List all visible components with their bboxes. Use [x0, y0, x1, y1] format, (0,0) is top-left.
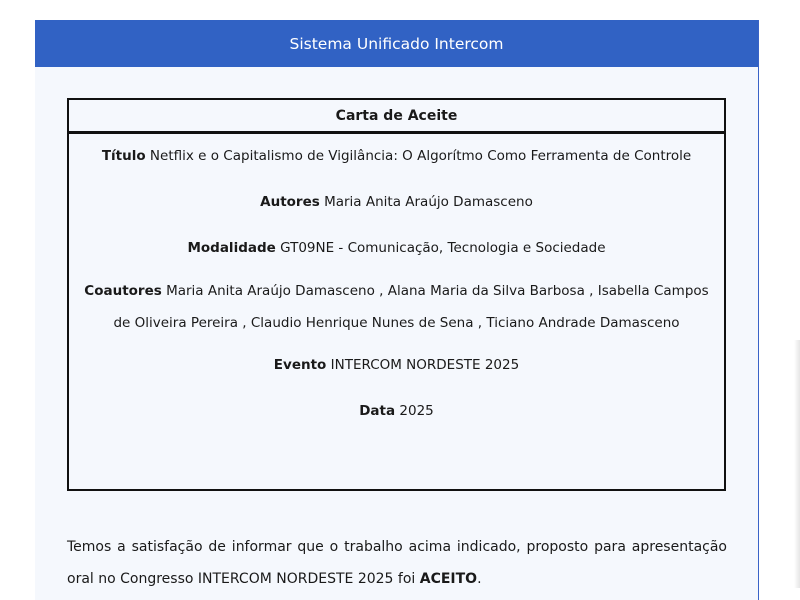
card-title: Carta de Aceite [69, 100, 724, 134]
main-panel [35, 20, 759, 600]
field-data [69, 377, 724, 423]
field-data-label: Data [359, 403, 396, 419]
acceptance-message-end: . [477, 571, 482, 587]
field-evento-label: Evento [273, 357, 327, 373]
field-evento [69, 339, 724, 377]
field-data-value: 2025 [399, 403, 434, 419]
field-titulo-label: Título [101, 148, 146, 164]
field-coautores-value: Maria Anita Araújo Damasceno , Alana Maria da Silva Barbosa , Isabella Campos de Oliveira Pereira , Claudio Henrique Nunes de Sena , Ticiano Andrade Damasceno [113, 283, 709, 331]
app-title: Sistema Unificado Intercom [289, 34, 504, 53]
card-fields [69, 134, 724, 423]
field-evento-value: INTERCOM NORDESTE 2025 [330, 357, 520, 373]
field-coautores-label: Coautores [84, 283, 162, 299]
acceptance-letter-card [67, 98, 726, 491]
field-coautores [69, 260, 724, 339]
field-titulo [69, 144, 724, 168]
field-modalidade-value: GT09NE - Comunicação, Tecnologia e Sociedade [280, 240, 606, 256]
field-modalidade [69, 214, 724, 260]
acceptance-message-text: Temos a satisfação de informar que o trabalho acima indicado, proposto para apresentação oral no Congresso INTERCOM NORDESTE 2025 foi [67, 539, 727, 587]
field-autores-label: Autores [260, 194, 320, 210]
field-modalidade-label: Modalidade [187, 240, 276, 256]
field-autores [69, 168, 724, 214]
acceptance-status: ACEITO [419, 571, 478, 587]
field-autores-value: Maria Anita Araújo Damasceno [324, 194, 533, 210]
scrollbar-edge[interactable] [794, 340, 800, 588]
field-titulo-value: Netflix e o Capitalismo de Vigilância: O Algorítmo Como Ferramenta de Controle [149, 148, 692, 164]
app-header [35, 20, 758, 67]
acceptance-message [67, 531, 727, 595]
